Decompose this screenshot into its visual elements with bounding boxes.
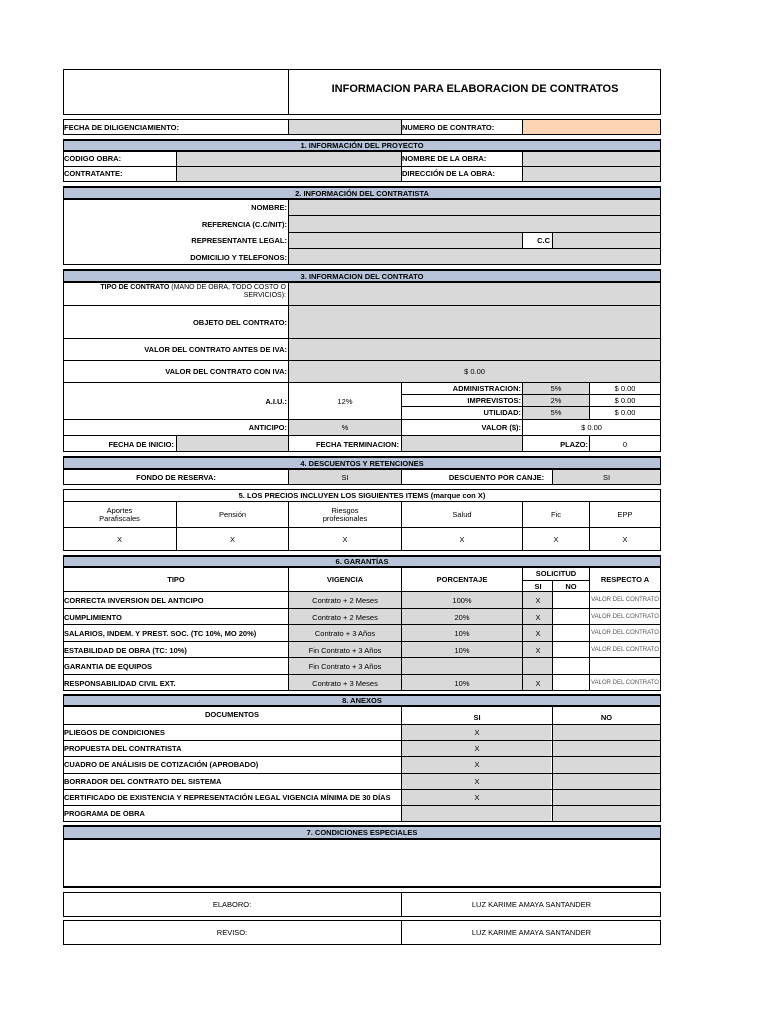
fecha-terminacion-label: FECHA TERMINACION: [315, 439, 399, 449]
garantia-porcentaje: 10% [454, 628, 470, 638]
plazo-value: 0 [622, 439, 628, 449]
garantia-vigencia: Contrato + 2 Meses [312, 612, 378, 622]
garantias-respecto-header: RESPECTO A [600, 574, 650, 584]
valor-value: $ 0.00 [581, 423, 602, 432]
garantia-tipo: SALARIOS, INDEM. Y PREST. SOC. (TC 10%, MO 20%) [64, 628, 257, 638]
section-4-header: 4. DESCUENTOS Y RETENCIONES [63, 456, 661, 469]
utilidad-pct: 5% [550, 408, 562, 417]
garantia-porcentaje: 10% [454, 678, 470, 688]
administracion-value: $ 0.00 [614, 384, 636, 393]
garantia-porcentaje [402, 658, 522, 674]
contratante-label: CONTRATANTE: [64, 169, 123, 178]
garantia-porcentaje: 100% [452, 595, 472, 605]
administracion-label: ADMINISTRACION: [452, 384, 521, 393]
nombre-label: NOMBRE: [251, 202, 287, 212]
item-mark-pension[interactable]: X [229, 535, 235, 544]
garantia-vigencia: Fin Contrato + 3 Años [308, 645, 382, 655]
descuento-canje-value[interactable]: SI [553, 470, 660, 484]
anexos-no-header: NO [600, 712, 613, 722]
descuento-canje-label: DESCUENTO POR CANJE: [448, 472, 545, 482]
valor-label: VALOR ($): [481, 423, 521, 432]
imprevistos-value: $ 0.00 [614, 396, 636, 405]
garantia-respecto: VALOR DEL CONTRATO [591, 647, 659, 653]
garantia-porcentaje: 20% [454, 612, 470, 622]
anticipo-label: ANTICIPO: [248, 423, 287, 432]
utilidad-value: $ 0.00 [614, 408, 636, 417]
item-header-pension: Pensión [218, 510, 247, 519]
section-1-header: 1. INFORMACIÓN DEL PROYECTO [63, 139, 661, 151]
fondo-reserva-label: FONDO DE RESERVA: [136, 472, 216, 482]
numero-contrato-field[interactable] [523, 120, 660, 134]
garantia-vigencia: Fin Contrato + 3 Años [308, 661, 382, 671]
codigo-obra-label: CODIGO OBRA: [64, 154, 122, 163]
anticipo-value[interactable]: % [289, 420, 401, 435]
garantias-porcentaje-header: PORCENTAJE [436, 574, 488, 584]
aiu-label: A.I.U.: [265, 396, 287, 406]
garantia-tipo: RESPONSABILIDAD CIVIL EXT. [64, 678, 176, 688]
anexos-documentos-header: DOCUMENTOS [204, 709, 260, 719]
garantia-tipo: CUMPLIMIENTO [64, 612, 122, 622]
garantia-si[interactable] [523, 658, 553, 674]
referencia-label: REFERENCIA (C.C/NIT): [201, 219, 287, 229]
fecha-inicio-label: FECHA DE INICIO: [108, 439, 174, 449]
item-mark-epp[interactable]: X [622, 535, 628, 544]
garantia-si[interactable]: X [535, 595, 541, 605]
imprevistos-pct: 2% [550, 396, 562, 405]
item-mark-salud[interactable]: X [459, 535, 465, 544]
section-2-header: 2. INFORMACIÓN DEL CONTRATISTA [63, 186, 661, 199]
anexos-si-header: SI [473, 712, 481, 722]
valor-con-iva-value: $ 0.00 [464, 367, 485, 376]
garantia-vigencia: Contrato + 3 Meses [312, 678, 378, 688]
section-8-header: 8. ANEXOS [63, 694, 661, 706]
domicilio-label: DOMICILIO Y TELEFONOS: [190, 252, 287, 262]
elaboro-name: LUZ KARIME AMAYA SANTANDER [471, 900, 592, 909]
valor-con-iva-label: VALOR DEL CONTRATO CON IVA: [165, 367, 287, 376]
garantia-tipo: GARANTIA DE EQUIPOS [64, 661, 153, 671]
direccion-obra-label: DIRECCIÓN DE LA OBRA: [402, 169, 496, 178]
imprevistos-label: IMPREVISTOS: [467, 396, 521, 405]
garantias-si-header: SI [534, 581, 542, 591]
anexo-si-mark[interactable]: X [474, 777, 480, 786]
garantia-respecto: VALOR DEL CONTRATO [591, 597, 659, 603]
representante-label: REPRESENTANTE LEGAL: [191, 235, 287, 245]
fecha-terminacion-field[interactable] [402, 436, 522, 451]
section-5-header: 5. LOS PRECIOS INCLUYEN LOS SIGUIENTES ITEMS (marque con X) [238, 490, 486, 500]
anexo-documento: CERTIFICADO DE EXISTENCIA Y REPRESENTACIÓN LEGAL VIGENCIA MÍNIMA DE 30 DÍAS [64, 793, 391, 802]
garantia-si[interactable]: X [535, 628, 541, 638]
objeto-contrato-label: OBJETO DEL CONTRATO: [192, 317, 287, 327]
item-mark-parafiscales[interactable]: X [116, 535, 122, 544]
section-6-header: 6. GARANTÍAS [63, 555, 661, 567]
section-7-header: 7. CONDICIONES ESPECIALES [63, 825, 661, 839]
utilidad-label: UTILIDAD: [483, 408, 521, 417]
garantias-solicitud-header: SOLICITUD [535, 569, 577, 578]
administracion-pct: 5% [550, 384, 562, 393]
fecha-diligenciamiento-field[interactable] [289, 120, 401, 134]
item-header-fic: Fic [551, 510, 561, 519]
anexo-documento: CUADRO DE ANÁLISIS DE COTIZACIÓN (APROBADO) [64, 760, 259, 769]
item-mark-fic[interactable]: X [553, 535, 559, 544]
nombre-obra-label: NOMBRE DE LA OBRA: [402, 154, 487, 163]
numero-contrato-label: NUMERO DE CONTRATO: [402, 122, 495, 132]
reviso-label: REVISO: [216, 928, 248, 937]
garantias-vigencia-header: VIGENCIA [326, 574, 364, 584]
garantia-vigencia: Contrato + 2 Meses [312, 595, 378, 605]
header-title: INFORMACION PARA ELABORACION DE CONTRATOS [331, 83, 619, 95]
garantia-respecto: VALOR DEL CONTRATO [591, 680, 659, 686]
reviso-name: LUZ KARIME AMAYA SANTANDER [471, 928, 592, 937]
anexo-si-mark[interactable]: X [474, 760, 480, 769]
garantias-tipo-header: TIPO [167, 574, 185, 584]
garantia-vigencia: Contrato + 3 Años [314, 628, 376, 638]
fecha-diligenciamiento-label: FECHA DE DILIGENCIAMIENTO: [64, 122, 180, 132]
garantia-tipo: ESTABILIDAD DE OBRA (TC: 10%) [64, 645, 187, 655]
elaboro-label: ELABORO: [212, 900, 252, 909]
tipo-contrato-label: TIPO DE CONTRATO (MANO DE OBRA, TODO COSTO O SERVICIOS): [100, 284, 286, 299]
garantia-si[interactable]: X [535, 678, 541, 688]
fondo-reserva-value[interactable]: SI [289, 470, 401, 484]
anexo-si-mark[interactable] [402, 806, 552, 821]
anexo-si-mark[interactable]: X [474, 744, 480, 753]
fecha-inicio-field[interactable] [177, 436, 288, 451]
garantia-tipo: CORRECTA INVERSION DEL ANTICIPO [64, 595, 204, 605]
item-header-salud: Salud [452, 510, 472, 519]
item-header-epp: EPP [617, 510, 633, 519]
garantia-si[interactable]: X [535, 612, 541, 622]
garantia-respecto: VALOR DEL CONTRATO [591, 630, 659, 636]
item-header-riesgos: Riesgos profesionales [322, 505, 368, 523]
item-mark-riesgos[interactable]: X [342, 535, 348, 544]
garantia-si[interactable]: X [535, 645, 541, 655]
aiu-value: 12% [337, 396, 353, 406]
garantias-no-header: NO [565, 581, 577, 591]
garantia-respecto [590, 658, 660, 674]
valor-antes-iva-label: VALOR DEL CONTRATO ANTES DE IVA: [144, 345, 287, 354]
cc-label: C.C [537, 235, 550, 245]
anexo-documento: PLIEGOS DE CONDICIONES [64, 728, 165, 737]
anexo-documento: PROGRAMA DE OBRA [64, 809, 145, 818]
condiciones-especiales-area[interactable] [63, 839, 661, 888]
plazo-label: PLAZO: [560, 439, 588, 449]
garantia-porcentaje: 10% [454, 645, 470, 655]
anexo-si-mark[interactable]: X [474, 793, 480, 802]
anexo-documento: PROPUESTA DEL CONTRATISTA [64, 744, 182, 753]
anexo-documento: BORRADOR DEL CONTRATO DEL SISTEMA [64, 777, 222, 786]
anexo-si-mark[interactable]: X [474, 728, 480, 737]
item-header-parafiscales: Aportes Parafiscales [99, 505, 140, 523]
garantia-respecto: VALOR DEL CONTRATO [591, 614, 659, 620]
section-3-header: 3. INFORMACION DEL CONTRATO [63, 269, 661, 282]
